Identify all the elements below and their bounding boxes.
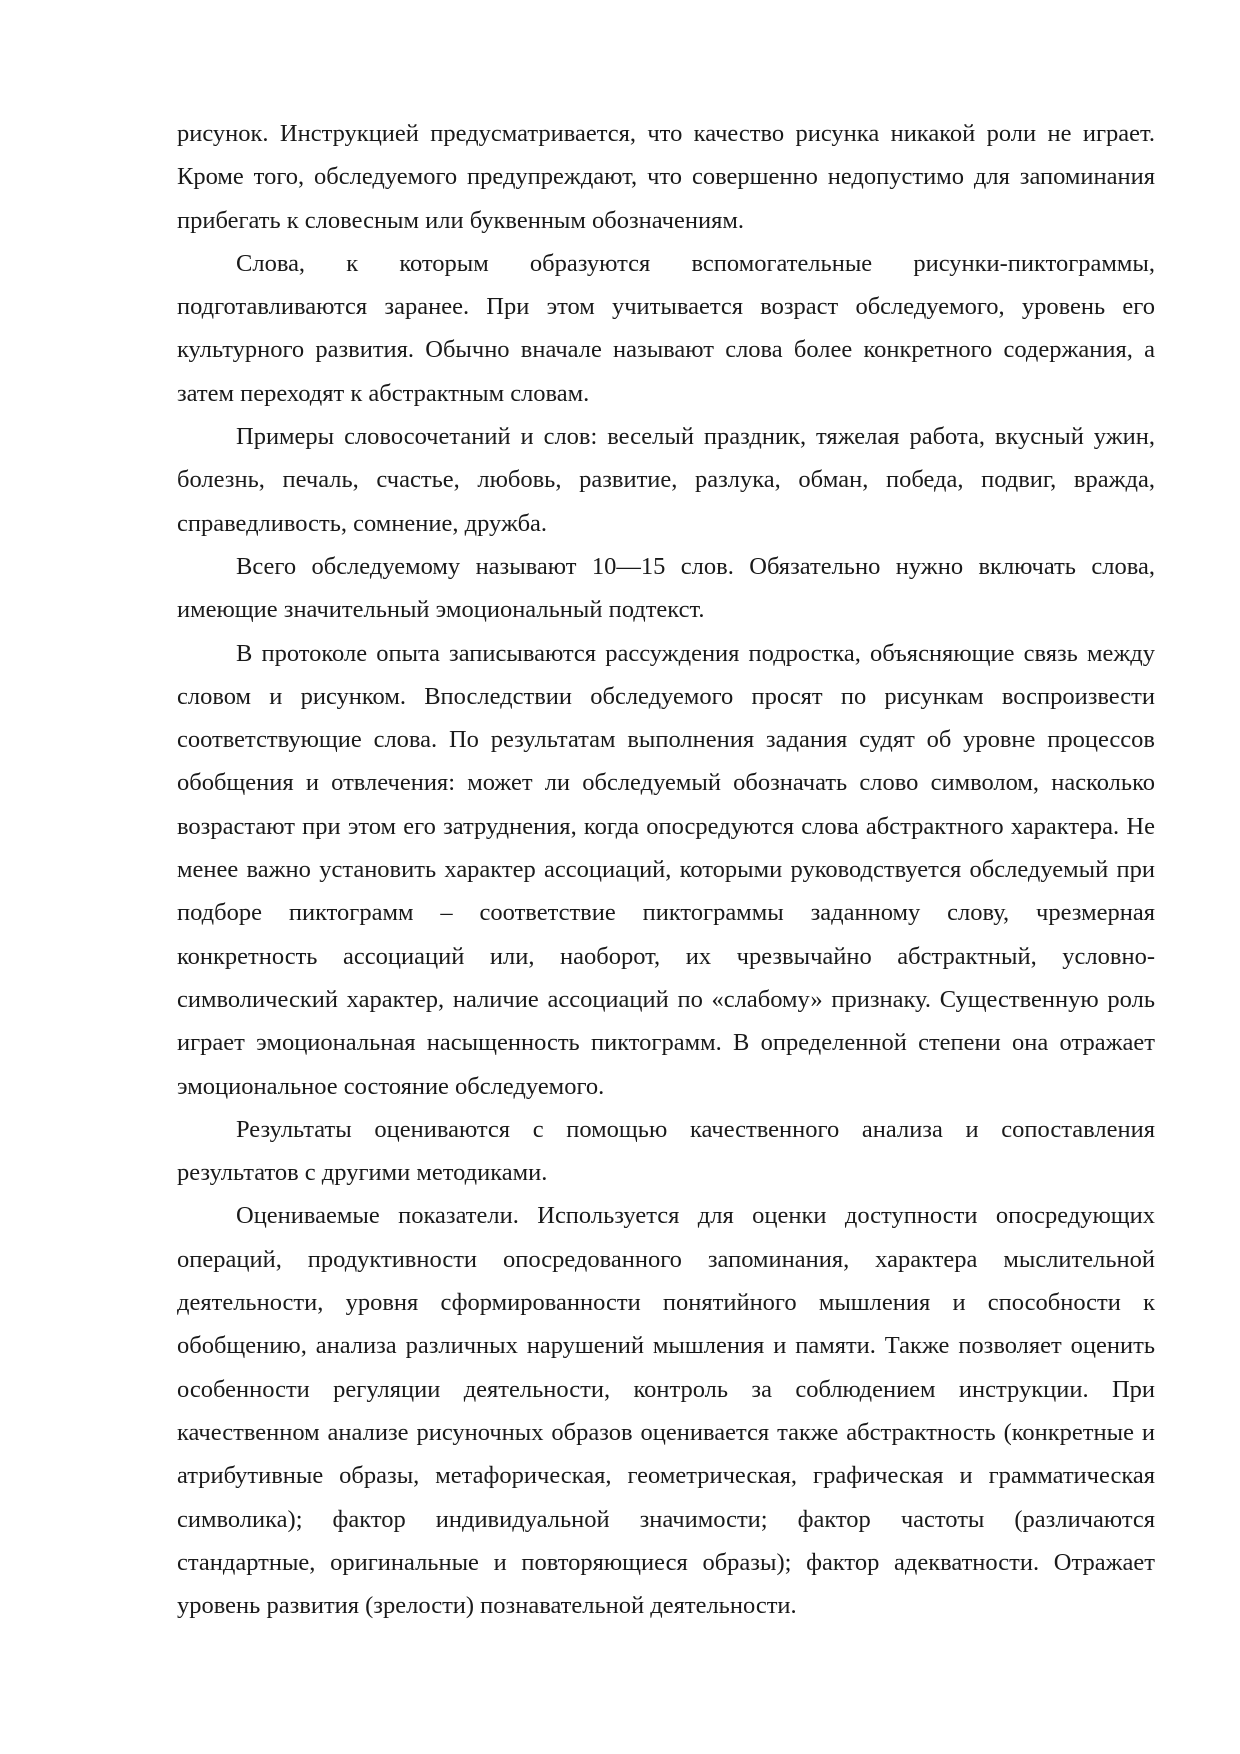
- paragraph-word-preparation: Слова, к которым образуются вспомогательные рисунки-пиктограммы, подготавливаются заранее. При этом учитывается возраст обследуемого, уровень его культурного развития. Обычно вначале называют слова более конкретного содержания, а затем переходят к абстрактным словам.: [177, 249, 1155, 407]
- paragraph-protocol: В протоколе опыта записываются рассуждения подростка, объясняющие связь между словом и рисунком. Впоследствии обследуемого просят по рисункам воспроизвести соответствующие слова. По результатам выполнения задания судят об уровне процессов обобщения и отвлечения: может ли обследуемый обозначать слово символом, насколько возрастают при этом его затруднения, когда опосредуются слова абстрактного характера. Не менее важно установить характер ассоциаций, которыми руководствуется обследуемый при подборе пиктограмм – соответствие пиктограммы заданному слову, чрезмерная конкретность ассоциаций или, наоборот, их чрезвычайно абстрактный, условно-символический характер, наличие ассоциаций по «слабому» признаку. Существенную роль играет эмоциональная насыщенность пиктограмм. В определенной степени она отражает эмоциональное состояние обследуемого.: [177, 639, 1155, 1100]
- paragraph-results: Результаты оцениваются с помощью качественного анализа и сопоставления результатов с другими методиками.: [177, 1115, 1155, 1187]
- document-body: [177, 112, 1155, 1627]
- paragraph-word-examples: Примеры словосочетаний и слов: веселый праздник, тяжелая работа, вкусный ужин, болезнь, печаль, счастье, любовь, развитие, разлука, обман, победа, подвиг, вражда, справедливость, сомнение, дружба.: [177, 423, 1155, 537]
- paragraph-indicators: Оцениваемые показатели. Используется для оценки доступности опосредующих операций, продуктивности опосредованного запоминания, характера мыслительной деятельности, уровня сформированности понятийного мышления и способности к обобщению, анализа различных нарушений мышления и памяти. Также позволяет оценить особенности регуляции деятельности, контроль за соблюдением инструкции. При качественном анализе рисуночных образов оценивается также абстрактность (конкретные и атрибутивные образы, метафорическая, геометрическая, графическая и грамматическая символика); фактор индивидуальной значимости; фактор частоты (различаются стандартные, оригинальные и повторяющиеся образы); фактор адекватности. Отражает уровень развития (зрелости) познавательной деятельности.: [177, 1202, 1155, 1620]
- paragraph-drawing-instruction: рисунок. Инструкцией предусматривается, что качество рисунка никакой роли не играет. Кроме того, обследуемого предупреждают, что совершенно недопустимо для запоминания прибегать к словесным или буквенным обозначениям.: [177, 120, 1155, 234]
- paragraph-word-count: Всего обследуемому называют 10—15 слов. Обязательно нужно включать слова, имеющие значительный эмоциональный подтекст.: [177, 552, 1155, 624]
